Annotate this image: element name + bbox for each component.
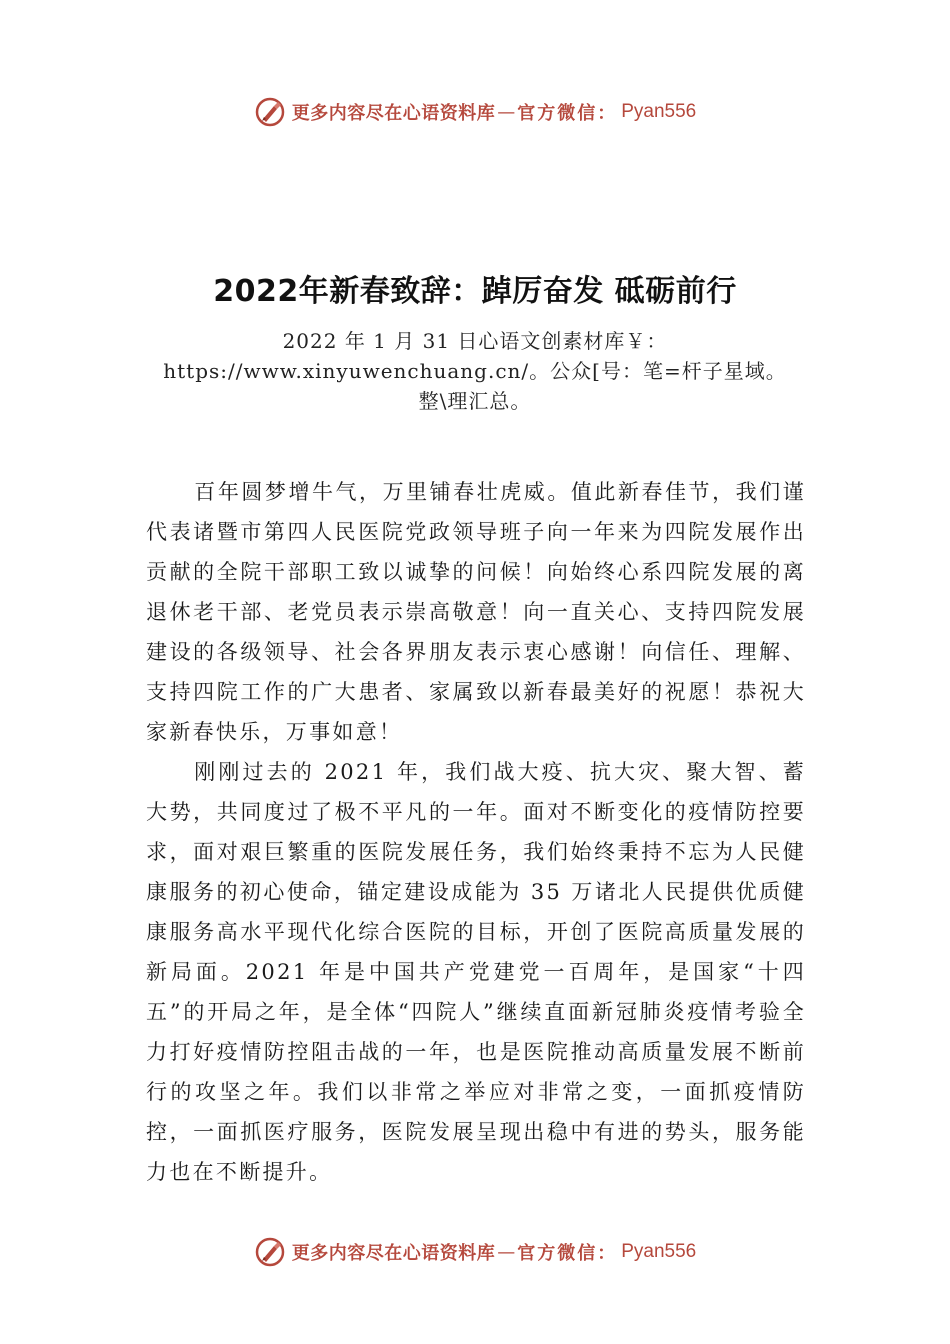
meta-line-note: 整\理汇总。 [418,389,532,413]
pen-logo-icon [254,96,286,128]
banner-wechat-label: 官方微信： [517,1243,618,1264]
banner-separator: — [497,101,516,123]
meta-line-url: https://www.xinyuwenchuang.cn/。公众[号：笔=杆子星域。 [163,359,787,383]
banner-wechat-id: Pyan556 [621,1241,697,1262]
banner-wechat-id: Pyan556 [621,101,697,122]
banner-main-text: 更多内容尽在心语资料库 [291,103,496,124]
document-body [146,472,806,1192]
document-meta [100,326,850,416]
pen-logo-icon [254,1236,286,1268]
banner-separator: — [497,1241,516,1263]
header-banner [0,92,950,132]
banner-wechat-label: 官方微信： [517,103,618,124]
document-title: 2022年新春致辞：踔厉奋发 砥砺前行 [213,274,737,309]
paragraph: 百年圆梦增牛气，万里铺春壮虎威。值此新春佳节，我们谨代表诸暨市第四人民医院党政领导班子向一年来为四院发展作出贡献的全院干部职工致以诚挚的问候！向始终心系四院发展的离退休老干部、老党员表示崇高敬意！向一直关心、支持四院发展建设的各级领导、社会各界朋友表示衷心感谢！向信任、理解、支持四院工作的广大患者、家属致以新春最美好的祝愿！恭祝大家新春快乐，万事如意！ [146,480,806,744]
banner-main-text: 更多内容尽在心语资料库 [291,1243,496,1264]
paragraph: 刚刚过去的 2021 年，我们战大疫、抗大灾、聚大智、蓄大势，共同度过了极不平凡的一年。面对不断变化的疫情防控要求，面对艰巨繁重的医院发展任务，我们始终秉持不忘为人民健康服务的初心使命，锚定建设成能为 35 万诸北人民提供优质健康服务高水平现代化综合医院的目标，开创了医院高质量发展的新局面。2021 年是中国共产党建党一百周年，是国家“十四五”的开局之年，是全体“四院人”继续直面新冠肺炎疫情考验全力打好疫情防控阻击战的一年，也是医院推动高质量发展不断前行的攻坚之年。我们以非常之举应对非常之变，一面抓疫情防控，一面抓医疗服务，医院发展呈现出稳中有进的势头，服务能力也在不断提升。 [146,760,806,1184]
meta-line-date: 2022 年 1 月 31 日心语文创素材库￥： [282,329,668,353]
footer-banner [0,1232,950,1272]
